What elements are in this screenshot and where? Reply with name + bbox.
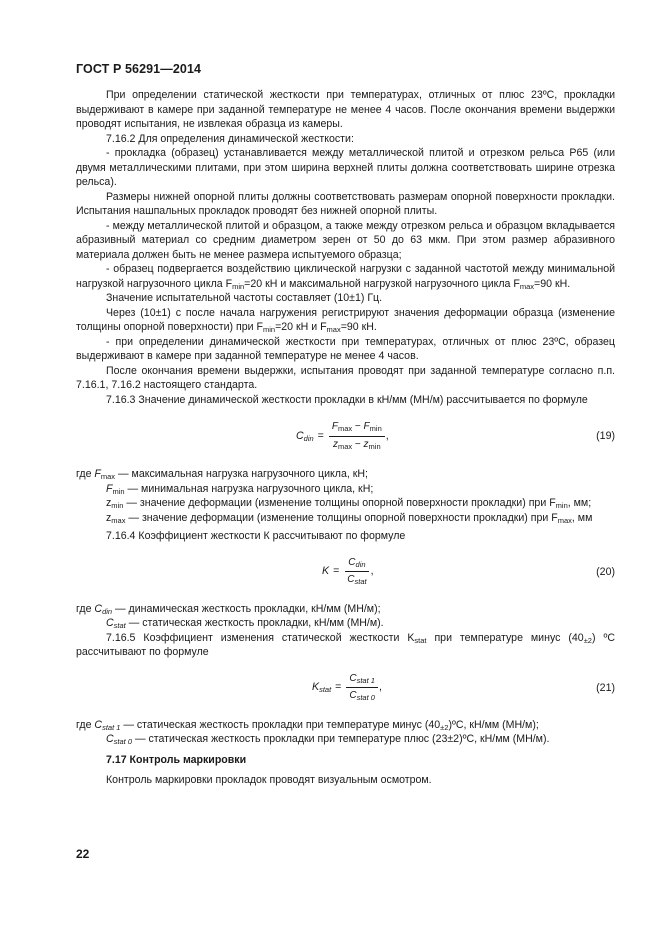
where-fmin: $F_{min}$ — минимальная нагрузка нагрузочного цикла, кН; bbox=[106, 482, 374, 496]
where-cstat0: $C_{stat 0}$ — статическая жесткость прокладки при температуре плюс (23±2)ºС, кН/мм (МН/м). bbox=[106, 733, 550, 746]
section-title-7-17: 7.17 Контроль маркировки bbox=[106, 753, 247, 766]
formula-number-19: (19) bbox=[596, 429, 615, 442]
paragraph-7-16-2: 7.16.2 Для определения динамической жесткости: bbox=[106, 132, 354, 145]
paragraph-cyclic-load: - образец подвергается воздействию циклической нагрузки с заданной частотой между минимальной нагрузкой нагрузочного цикла $F_{min}=20$ кН и максимальной нагрузкой нагрузочного цикла $F_{max}=90$ кН. bbox=[76, 263, 615, 291]
paragraph-plate-size: Размеры нижней опорной плиты должны соответствовать размерам опорной поверхности прокладки. Испытания нашпальных прокладок проводят без нижней опорной плиты. bbox=[76, 190, 615, 217]
paragraph-static-temp: При определении статической жесткости при температурах, отличных от плюс 23ºС, прокладки выдерживают в камере при заданной температуре не менее 4 часов. После окончания времени выдержки проводят испытания, не извлекая образца из камеры. bbox=[76, 89, 615, 130]
paragraph-7-16-3: 7.16.3 Значение динамической жесткости прокладки в кН/мм (МН/м) рассчитывается по формуле bbox=[106, 393, 588, 406]
where-cdin: где $C_{din}$ — динамическая жесткость прокладки, кН/мм (МН/м); bbox=[76, 602, 381, 616]
paragraph-after-exposure: После окончания времени выдержки, испытания проводят при заданной температуре согласно п.п. 7.16.1, 7.16.2 настоящего стандарта. bbox=[76, 364, 615, 391]
fraction-20: $\frac{C_{din}}{C_{stat}}$ bbox=[347, 556, 367, 586]
paragraph-dynamic-temp: - при определении динамической жесткости при температурах, отличных от плюс 23ºС, образец выдерживают в камере при заданной температуре не менее 4 часов. bbox=[76, 335, 615, 362]
formula-number-21: (21) bbox=[596, 681, 615, 694]
paragraph-abrasive: - между металлической плитой и образцом, а также между отрезком рельса и образцом вкладывается абразивный материал со средним диаметром зерен от 50 до 63 мкм. При этом размер абразивного материала должен быть не менее размера испытуемого образца; bbox=[76, 219, 615, 261]
where-zmax: $z_{max}$ — значение деформации (изменение толщины опорной поверхности прокладки) при $F_{max}$, мм bbox=[106, 511, 593, 525]
page-number: 22 bbox=[76, 847, 90, 861]
paragraph-marking-control: Контроль маркировки прокладок проводят визуальным осмотром. bbox=[106, 774, 432, 786]
where-zmin: $z_{min}$ — значение деформации (изменение толщины опорной поверхности прокладки) при $F_{min}$, мм; bbox=[106, 497, 592, 510]
document-body bbox=[76, 88, 615, 788]
where-cstat: $C_{stat}$ — статическая жесткость прокладки, кН/мм (МН/м). bbox=[106, 617, 384, 630]
where-fmax: где $F_{max}$ — максимальная нагрузка нагрузочного цикла, кН; bbox=[76, 468, 368, 481]
paragraph-frequency: Значение испытательной частоты составляет (10±1) Гц. bbox=[106, 292, 383, 304]
where-cstat1: где $C_{stat 1}$ — статическая жесткость прокладки при температуре минус $(40_{\pm 2})ºС$, кН/мм (МН/м); bbox=[76, 718, 539, 732]
formula-number-20: (20) bbox=[596, 565, 615, 578]
fraction-19: $\frac{F_{max} - F_{min}}{z_{max} - z_{min}}$ bbox=[329, 420, 385, 452]
formula-20: K = $\frac{C_{din}}{C_{stat}}$ , (20) bbox=[322, 556, 615, 586]
formula-19: $C_{din}$ = $\frac{F_{max} - F_{min}}{z_{max} - z_{min}}$ , (19) bbox=[296, 421, 615, 451]
paragraph-registration: Через (10±1) с после начала нагружения регистрируют значения деформации образца (изменение толщины опорной поверхности) при $F_{min}=20$ кН и $F_{max}=90$ кН. bbox=[76, 306, 615, 334]
paragraph-7-16-4: 7.16.4 Коэффициент жесткости К рассчитывают по формуле bbox=[106, 530, 406, 542]
fraction-21: $\frac{C_{stat 1}}{C_{stat 0}}$ bbox=[346, 672, 378, 704]
document-code-header: ГОСТ Р 56291—2014 bbox=[76, 62, 202, 76]
paragraph-7-16-5: 7.16.5 Коэффициент изменения статической жесткости $K_{stat}$ при температуре минус $(40_{\pm 2})$ ºС рассчитывают по формуле bbox=[76, 631, 615, 658]
formula-21: $K_{stat}$ = $\frac{C_{stat 1}}{C_{stat 0}}$ , (21) bbox=[312, 672, 615, 702]
paragraph-specimen-placement: - прокладка (образец) устанавливается между металлической плитой и отрезком рельса Р65 (или двумя металлическими плитами, при этом ширина верхней плиты должна соответствовать ширине отрезка рельса). bbox=[76, 147, 615, 188]
